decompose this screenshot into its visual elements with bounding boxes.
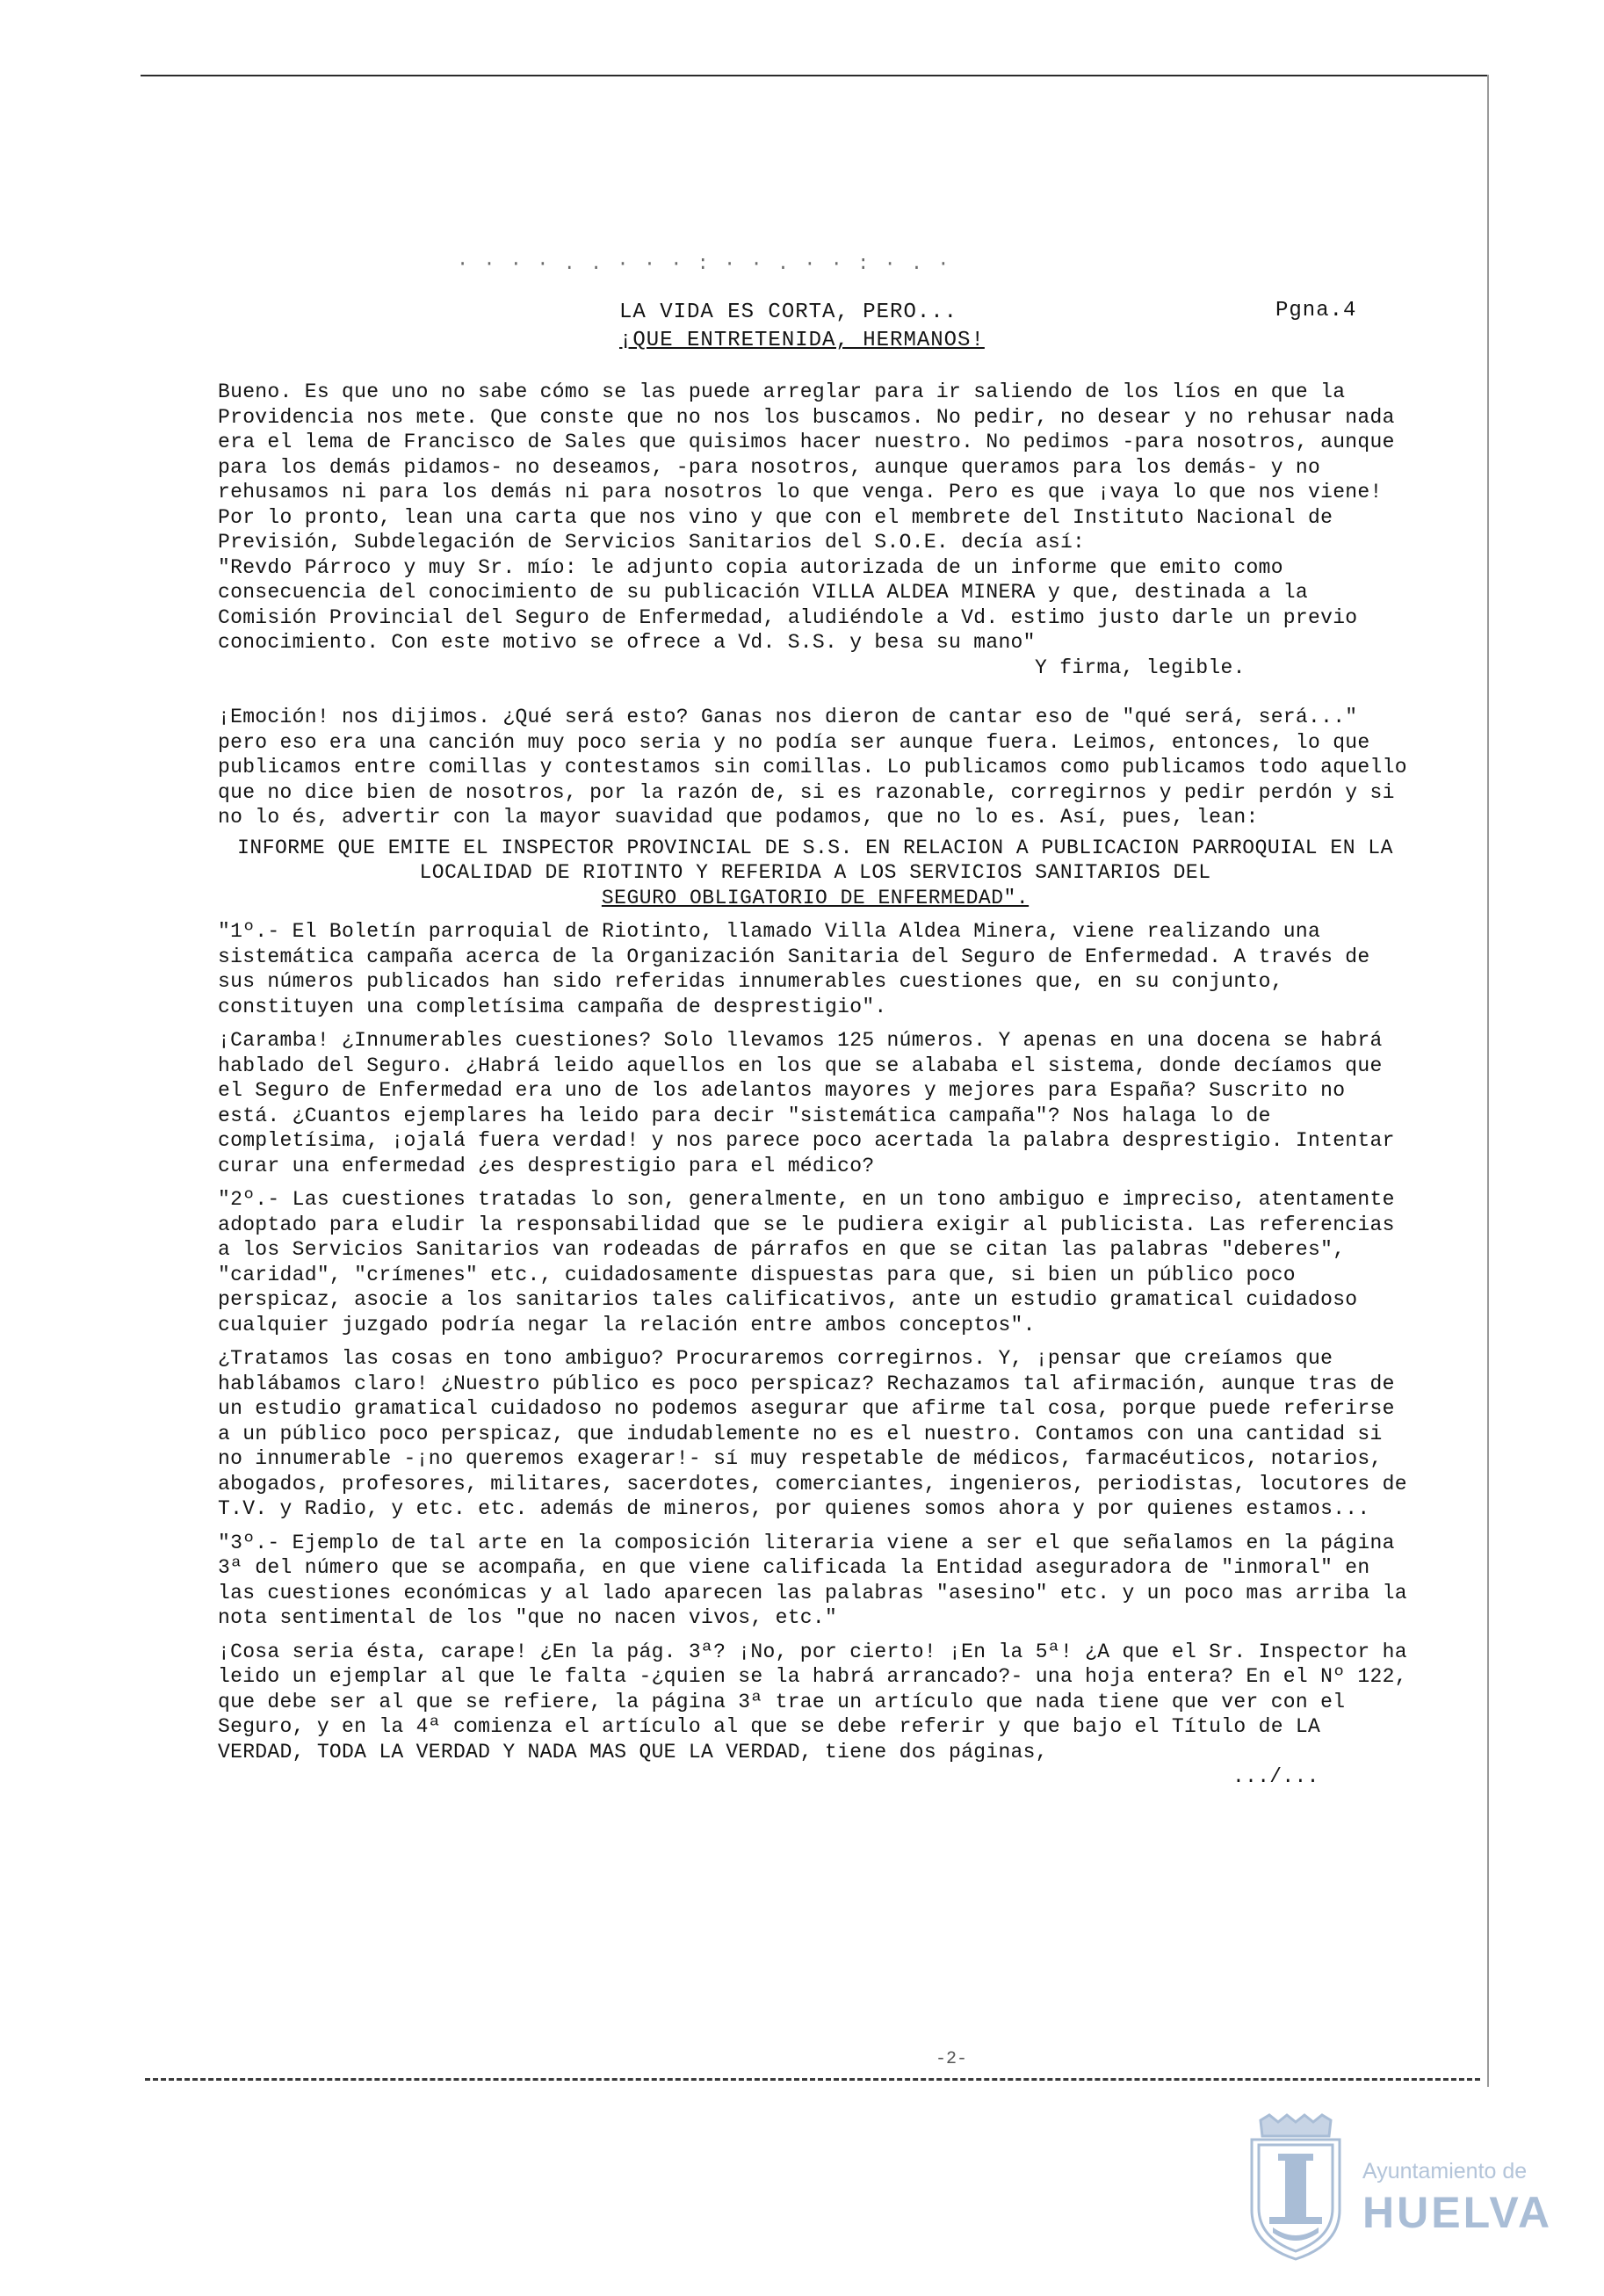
paragraph-letter-intro: Por lo pronto, lean una carta que nos vino y que con el membrete del Instituto Nacional de Previsión, Subdelegación de Servicios Sanitarios del S.O.E. decía así: <box>218 505 1333 554</box>
report-title-text: INFORME QUE EMITE EL INSPECTOR PROVINCIAL DE S.S. EN RELACION A PUBLICACION PARROQUIAL EN LA LOCALIDAD DE RIOTINTO Y REFERIDA A LOS SERVICIOS SANITARIOS DEL <box>237 836 1393 884</box>
paragraph-letter-quote: "Revdo Párroco y muy Sr. mío: le adjunto copia autorizada de un informe que emito como consecuencia del conocimiento de su publicación VILLA ALDEA MINERA y que, destinada a la Comisión Provincial del Seguro de Enfermedad, aludiéndole a Vd. estimo justo darle un previo conocimiento. Con este motivo se ofrece a Vd. S.S. y besa su mano" <box>218 555 1358 654</box>
reply-point-2: ¿Tratamos las cosas en tono ambiguo? Procuraremos corregirnos. Y, ¡pensar que creíamos que hablábamos claro! ¿Nuestro público es poco perspicaz? Rechazamos tal afirmación, aunque tras de un estudio gramatical cuidadoso no podemos asegurar que afirme tal cosa, porque puede referirse a un público poco perspicaz, que indudablemente no es el nuestro. Contamos con una cantidad si no innumerable -¡no queremos exagerar!- sí muy respetable de médicos, farmacéuticos, notarios, abogados, profesores, militares, sacerdotes, comerciantes, ingenieros, periodistas, locutores de T.V. y Radio, y etc. etc. además de mineros, por quienes somos ahora y por quienes estamos... <box>218 1347 1407 1520</box>
watermark-city: HUELVA <box>1362 2188 1553 2237</box>
page-number: Pgna.4 <box>1275 299 1357 322</box>
bleed-through-noise: · · · · . . · · · : · · . · · : · . · <box>457 253 951 275</box>
report-point-2: "2º.- Las cuestiones tratadas lo son, generalmente, en un tono ambiguo e impreciso, atentamente adoptado para eludir la responsabilidad que se le pudiera exigir al publicista. Las referencias a los Servicios Sanitarios van rodeadas de párrafos en que se citan las palabras "deberes", "caridad", "crímenes" etc., cuidadosamente dispuestas para que, si bien un público poco perspicaz, asocie a los sanitarios tales calificativos, ante un estudio gramatical cuidadoso cualquier juzgado podría negar la relación entre ambos conceptos". <box>218 1188 1395 1336</box>
ayuntamiento-huelva-watermark <box>1243 2113 1553 2267</box>
page-right-edge <box>1487 75 1489 2087</box>
watermark-org: Ayuntamiento de <box>1362 2159 1528 2184</box>
article-title <box>619 299 985 355</box>
title-line-1: LA VIDA ES CORTA, PERO... <box>619 301 958 324</box>
huelva-crest-icon <box>1243 2113 1348 2263</box>
continuation-mark: .../... <box>1232 1765 1319 1788</box>
page-top-edge <box>141 75 1489 76</box>
reply-point-1: ¡Caramba! ¿Innumerables cuestiones? Solo llevamos 125 números. Y apenas en una docena se habrá hablado del Seguro. ¿Habrá leido aquellos en los que se alababa el sistema, donde decíamos que el Seguro de Enfermedad era uno de los adelantos mayores y mejores para España? Suscrito no está. ¿Cuantos ejemplares ha leido para decir "sistemática campaña"? Nos halaga lo de completísima, ¡ojalá fuera verdad! y nos parece poco acertada la palabra desprestigio. Intentar curar una enfermedad ¿es desprestigio para el médico? <box>218 1029 1395 1177</box>
report-point-3: "3º.- Ejemplo de tal arte en la composición literaria viene a ser el que señalamos en la página 3ª del número que se acompaña, en que viene calificada la Entidad aseguradora de "inmoral" en las cuestiones económicas y al lado aparecen las palabras "asesino" etc. y un poco mas arriba la nota sentimental de los "que no nacen vivos, etc." <box>218 1531 1407 1629</box>
reply-point-3: ¡Cosa seria ésta, carape! ¿En la pág. 3ª? ¡No, por cierto! ¡En la 5ª! ¿A que el Sr. Inspector ha leido un ejemplar al que le falta -¿quien se la habrá arrancado?- una hoja entera? En el Nº 122, que debe ser al que se refiere, la página 3ª trae un artículo que nada tiene que ver con el Seguro, y en la 4ª comienza el artículo al que se debe referir y que bajo el Título de LA VERDAD, TODA LA VERDAD Y NADA MAS QUE LA VERDAD, tiene dos páginas, <box>218 1640 1407 1764</box>
paragraph-intro: Bueno. Es que uno no sabe cómo se las puede arreglar para ir saliendo de los líos en que la Providencia nos mete. Que conste que no nos los buscamos. No pedir, no desear y no rehusar nada era el lema de Francisco de Sales que quisimos hacer nuestro. No pedimos -para nosotros, aunque para los demás pidamos- no deseamos, -para nosotros, aunque queramos para los demás- y no rehusamos ni para los demás ni para nosotros lo que venga. Pero es que ¡vaya lo que nos viene! <box>218 380 1395 503</box>
article-body <box>218 380 1413 1790</box>
footer-page-mark: -2- <box>936 2049 968 2069</box>
report-title-underlined: SEGURO OBLIGATORIO DE ENFERMEDAD". <box>601 886 1030 909</box>
report-point-1: "1º.- El Boletín parroquial de Riotinto, llamado Villa Aldea Minera, viene realizando una sistemática campaña acerca de la Organización Sanitaria del Seguro de Enfermedad. A través de sus números publicados han sido referidas innumerables cuestiones que, en su conjunto, constituyen una completísima campaña de desprestigio". <box>218 920 1370 1018</box>
paragraph-emotion: ¡Emoción! nos dijimos. ¿Qué será esto? Ganas nos dieron de cantar eso de "qué será, será..." pero eso era una canción muy poco seria y no podía ser aunque fuera. Leimos, entonces, lo que publicamos entre comillas y contestamos sin comillas. Lo publicamos como publicamos todo aquello que no dice bien de nosotros, por la razón de, si es razonable, corregirnos y pedir perdón y si no lo és, advertir con la mayor suavidad que podamos, que no lo es. Así, pues, lean: <box>218 706 1407 829</box>
report-title <box>218 836 1413 911</box>
letter-signature: Y firma, legible. <box>1035 655 1246 679</box>
title-line-2: ¡QUE ENTRETENIDA, HERMANOS! <box>619 329 985 352</box>
footer-dashed-rule <box>145 2078 1480 2081</box>
